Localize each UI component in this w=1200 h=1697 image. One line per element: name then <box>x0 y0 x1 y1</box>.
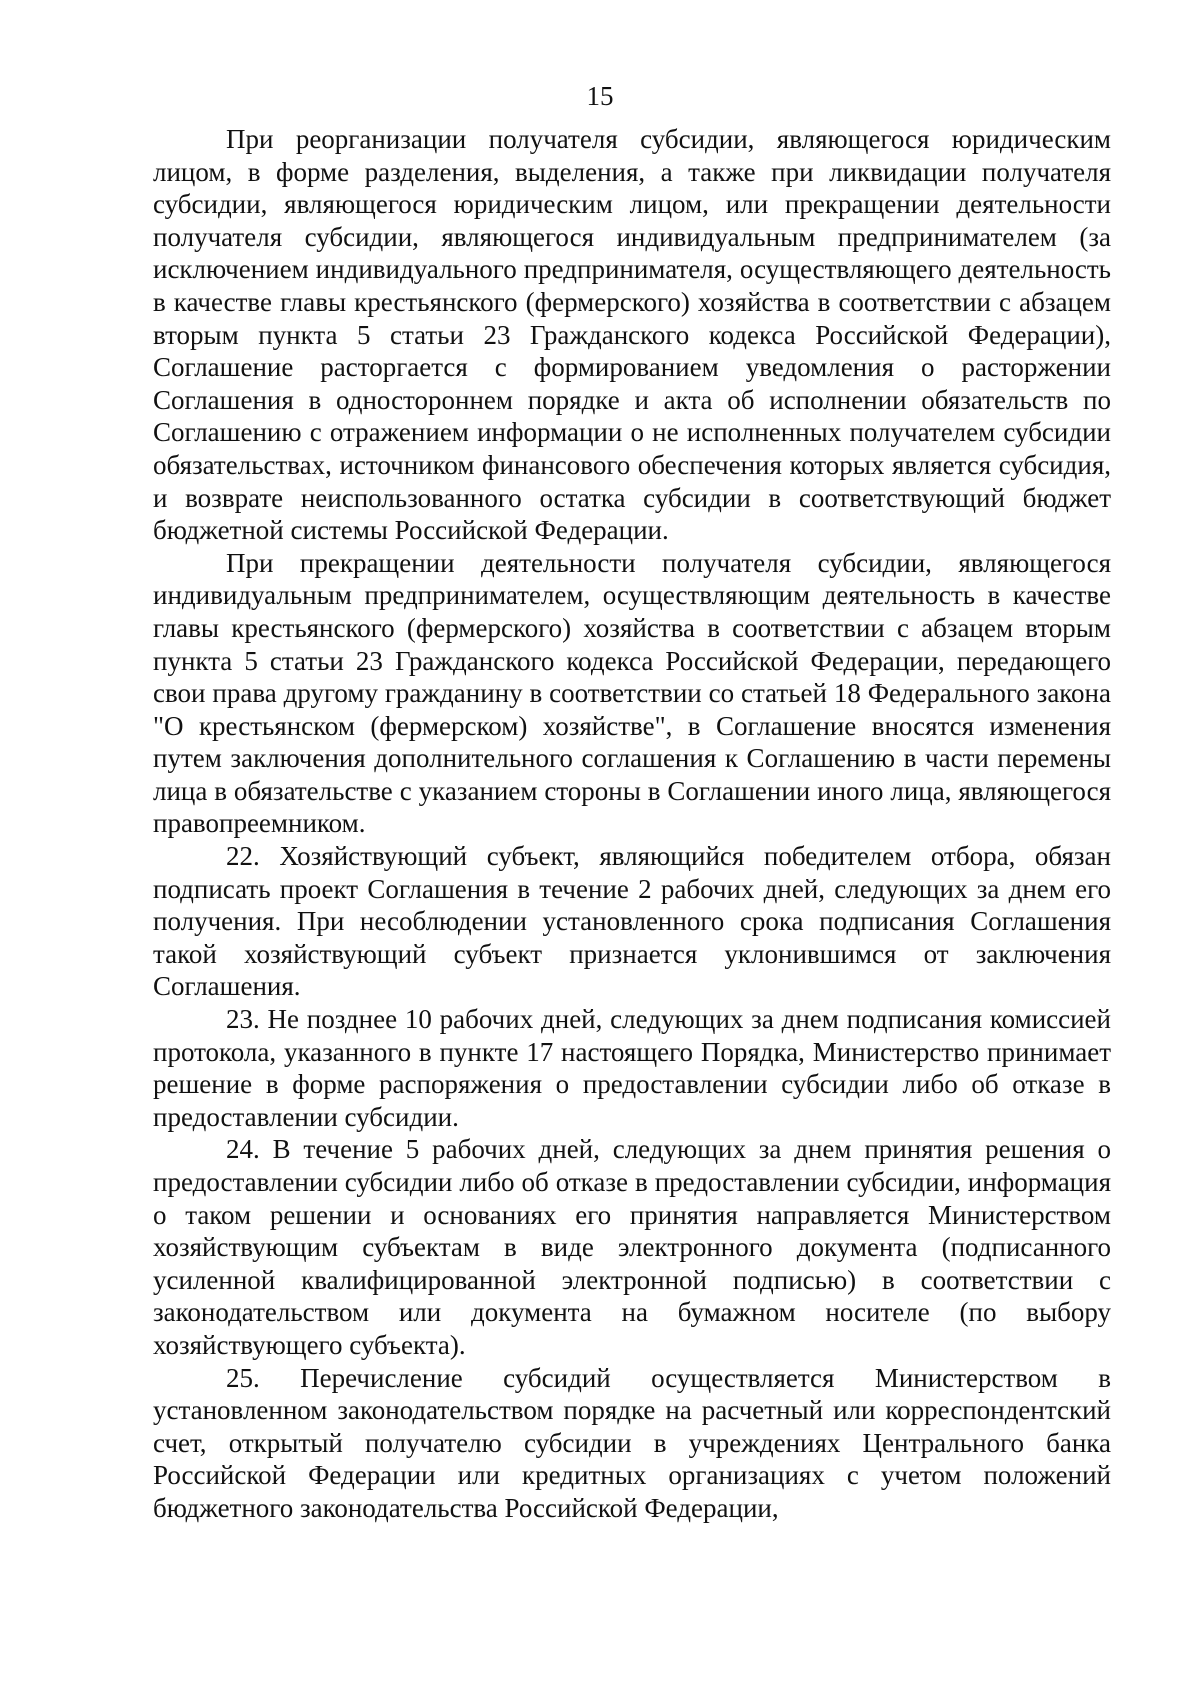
document-body <box>153 123 1111 1525</box>
paragraph-24: 24. В течение 5 рабочих дней, следующих за днем принятия решения о предоставлении субсидии либо об отказе в предоставлении субсидии, информация о таком решении и основаниях его принятия направляется Министерством хозяйствующим субъектам в виде электронного документа (подписанного усиленной квалифицированной электронной подписью) в соответствии с законодательством или документа на бумажном носителе (по выбору хозяйствующего субъекта). <box>153 1134 1111 1360</box>
paragraph-22: 22. Хозяйствующий субъект, являющийся победителем отбора, обязан подписать проект Соглашения в течение 2 рабочих дней, следующих за днем его получения. При несоблюдении установленного срока подписания Соглашения такой хозяйствующий субъект признается уклонившимся от заключения Соглашения. <box>153 841 1111 1002</box>
page-number: 15 <box>586 81 614 111</box>
paragraph-25: 25. Перечисление субсидий осуществляется Министерством в установленном законодательством порядке на расчетный или корреспондентский счет, открытый получателю субсидии в учреждениях Центрального банка Российской Федерации или кредитных организациях с учетом положений бюджетного законодательства Российской Федерации, <box>153 1362 1111 1523</box>
paragraph-23: 23. Не позднее 10 рабочих дней, следующих за днем подписания комиссией протокола, указанного в пункте 17 настоящего Порядка, Министерство принимает решение в форме распоряжения о предоставлении субсидии либо об отказе в предоставлении субсидии. <box>153 1004 1111 1132</box>
paragraph-termination-farm: При прекращении деятельности получателя субсидии, являющегося индивидуальным предпринимателем, осуществляющим деятельность в качестве главы крестьянского (фермерского) хозяйства в соответствии с абзацем вторым пункта 5 статьи 23 Гражданского кодекса Российской Федерации, передающего свои права другому гражданину в соответствии со статьей 18 Федерального закона "О крестьянском (фермерском) хозяйстве", в Соглашение вносятся изменения путем заключения дополнительного соглашения к Соглашению в части перемены лица в обязательстве с указанием стороны в Соглашении иного лица, являющегося правопреемником. <box>153 547 1111 839</box>
paragraph-reorganization: При реорганизации получателя субсидии, являющегося юридическим лицом, в форме разделения, выделения, а также при ликвидации получателя субсидии, являющегося юридическим лицом, или прекращении деятельности получателя субсидии, являющегося индивидуальным предпринимателем (за исключением индивидуального предпринимателя, осуществляющего деятельность в качестве главы крестьянского (фермерского) хозяйства в соответствии с абзацем вторым пункта 5 статьи 23 Гражданского кодекса Российской Федерации), Соглашение расторгается с формированием уведомления о расторжении Соглашения в одностороннем порядке и акта об исполнении обязательств по Соглашению с отражением информации о не исполненных получателем субсидии обязательствах, источником финансового обеспечения которых является субсидия, и возврате неиспользованного остатка субсидии в соответствующий бюджет бюджетной системы Российской Федерации. <box>153 124 1111 546</box>
